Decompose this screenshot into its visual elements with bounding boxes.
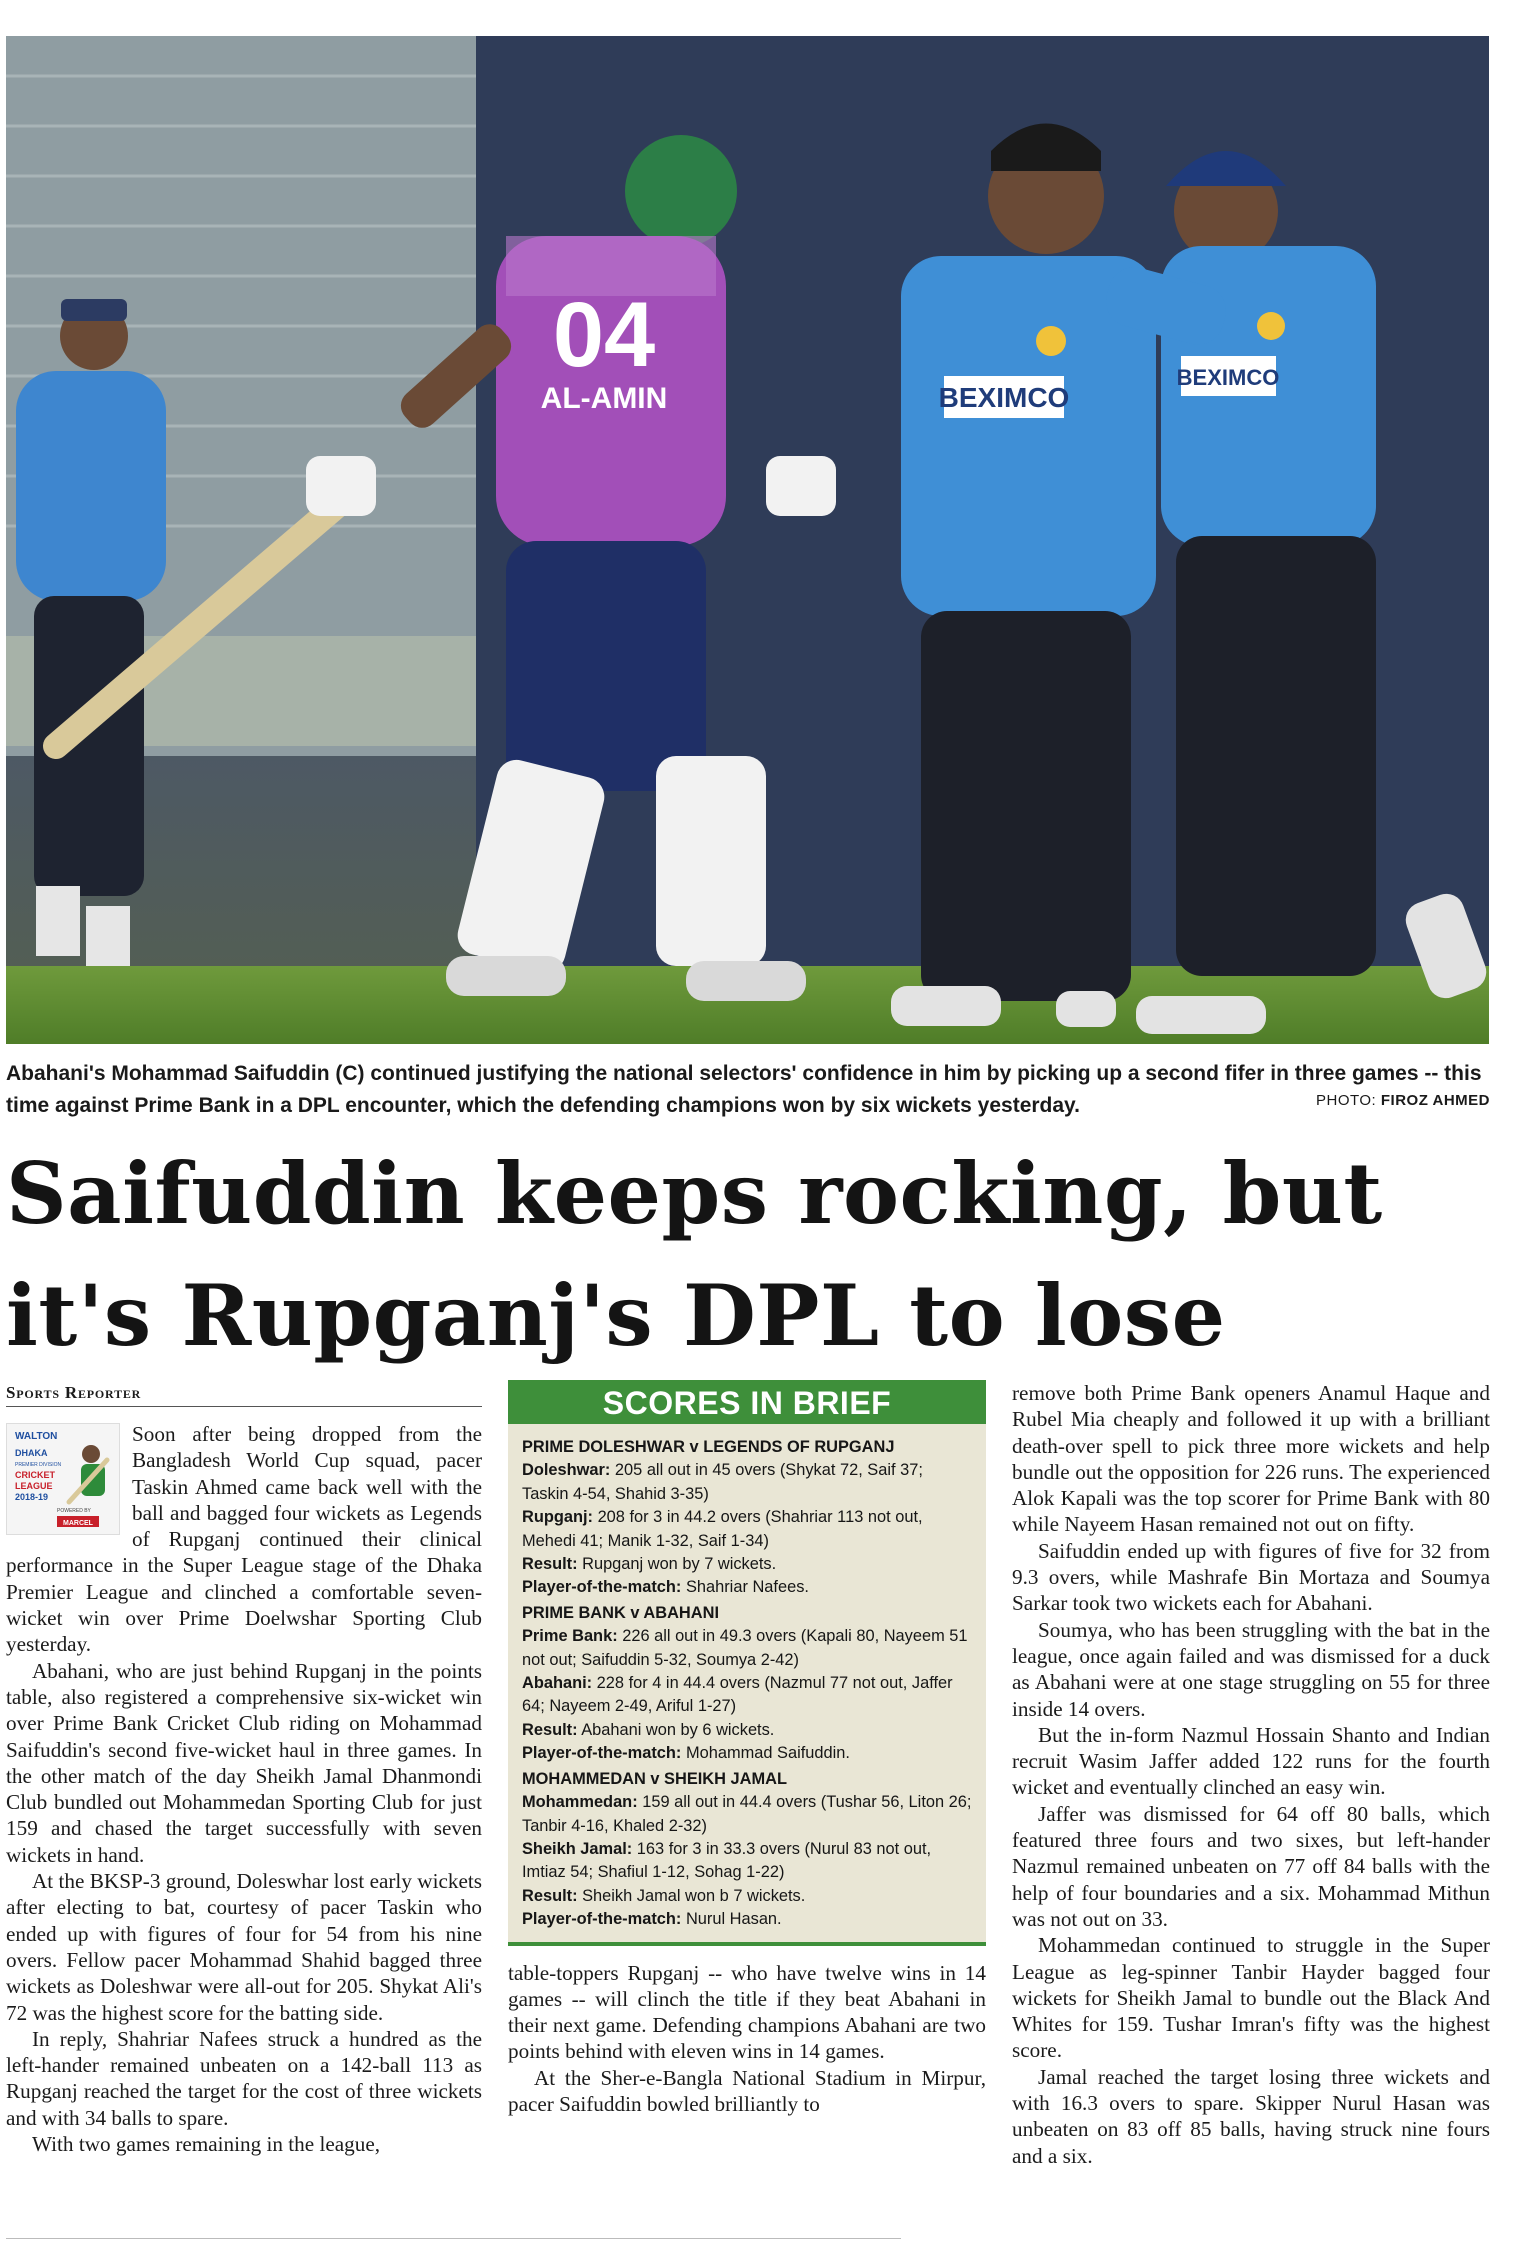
- scores-in-brief-box: [508, 1380, 986, 1946]
- score-line: [522, 1719, 972, 1742]
- score-text: 208 for 3 in 44.2 overs (Shahriar 113 not out, Mehedi 41; Manik 1-32, Saif 1-34): [522, 1508, 923, 1550]
- jersey-name: AL-AMIN: [540, 382, 668, 415]
- score-label: Result:: [522, 1886, 578, 1905]
- fielder-left: [16, 299, 166, 966]
- logo-text-7: MARCEL: [63, 1520, 93, 1527]
- score-line: [522, 1459, 972, 1506]
- league-logo-graphic: [7, 1424, 119, 1534]
- score-text: Shahriar Nafees.: [681, 1578, 809, 1597]
- score-text: 205 all out in 45 overs (Shykat 72, Saif 37; Taskin 4-54, Shahid 3-35): [522, 1461, 923, 1503]
- score-label: Player-of-the-match:: [522, 1578, 682, 1597]
- score-match-heading: MOHAMMEDAN v SHEIKH JAMAL: [522, 1769, 787, 1788]
- dhaka-premier-league-logo: [6, 1423, 120, 1535]
- jersey-number: 04: [552, 284, 656, 386]
- score-line: [522, 1672, 972, 1719]
- score-match: [522, 1768, 972, 1932]
- score-line: [522, 1553, 972, 1576]
- article-paragraph: With two games remaining in the league,: [32, 2132, 381, 2157]
- logo-text-3: CRICKET: [15, 1470, 55, 1480]
- sponsor-logo-fielder: BEXIMCO: [1176, 365, 1280, 390]
- score-match-heading: PRIME BANK v ABAHANI: [522, 1603, 719, 1622]
- score-text: 159 all out in 44.4 overs (Tushar 56, Liton 26; Tanbir 4-16, Khaled 2-32): [522, 1793, 972, 1835]
- score-label: Prime Bank:: [522, 1627, 618, 1646]
- score-line: [522, 1838, 972, 1885]
- logo-text-5: 2018-19: [15, 1492, 49, 1502]
- logo-text-2: PREMIER DIVISION: [15, 1462, 62, 1468]
- article-paragraph: At the BKSP-3 ground, Doleswhar lost early wickets after electing to bat, courtesy of pacer Taskin who ended up with figures of four for 54 from his nine overs. Fellow pacer Mohammad Shahid bagged three wickets as Doleshwar were all-out for 205. Shykat Ali's 72 was the highest score for the batting side.: [6, 1869, 482, 2025]
- score-text: Nurul Hasan.: [681, 1910, 782, 1929]
- photo-illustration: [6, 36, 1489, 1044]
- score-line: [522, 1625, 972, 1672]
- logo-text-6: POWERED BY: [57, 1508, 91, 1514]
- sponsor-logo-bowler: BEXIMCO: [938, 382, 1070, 413]
- article-paragraph: remove both Prime Bank openers Anamul Haque and Rubel Mia cheaply and followed it up with a brilliant death-over spell to pick three more wickets and help bundle out the opposition for 226 runs. The experienced Alok Kapali was the top scorer for Prime Bank with 80 while Nayeem Hasan remained not out on fifty.: [1012, 1381, 1490, 1537]
- score-line: [522, 1791, 972, 1838]
- score-label: Doleshwar:: [522, 1461, 611, 1480]
- bottom-divider: [6, 2238, 901, 2239]
- score-match-heading: PRIME DOLESHWAR v LEGENDS OF RUPGANJ: [522, 1438, 895, 1456]
- score-label: Abahani:: [522, 1674, 593, 1693]
- score-text: 163 for 3 in 33.3 overs (Nurul 83 not out, Imtiaz 54; Shafiul 1-12, Sohag 1-22): [522, 1839, 932, 1882]
- article-paragraph: Soon after being dropped from the Bangladesh World Cup squad, pacer Taskin Ahmed came back well with the ball and bagged four wickets as Legends of Rupganj continued their clinical performance in the Super League stage of the Dhaka Premier League and clinched a comfortable seven-wicket win over Prime Doelwshar Sporting Club yesterday.: [6, 1422, 482, 1657]
- article-paragraph: Soumya, who has been struggling with the bat in the league, once again failed and was dismissed for a duck as Abahani were at one stage struggling on 55 for three inside 14 overs.: [1012, 1617, 1490, 1721]
- photo-credit-name: FIROZ AHMED: [1380, 1092, 1490, 1109]
- score-line: [522, 1506, 972, 1553]
- article-paragraph: At the Sher-e-Bangla National Stadium in Mirpur, pacer Saifuddin bowled brilliantly to: [508, 2065, 986, 2117]
- score-label: Sheikh Jamal:: [522, 1839, 633, 1858]
- score-label: Result:: [522, 1720, 578, 1739]
- score-label: Result:: [522, 1555, 578, 1574]
- score-label: Rupganj:: [522, 1508, 594, 1527]
- score-text: Rupganj won by 7 wickets.: [577, 1555, 777, 1574]
- cricket-celebration-photo: [6, 36, 1489, 1044]
- scores-title: SCORES IN BRIEF: [508, 1380, 986, 1424]
- logo-text-4: LEAGUE: [15, 1481, 53, 1491]
- score-line: [522, 1885, 972, 1908]
- score-line: [522, 1742, 972, 1765]
- photo-credit: [1316, 1092, 1490, 1109]
- score-text: Sheikh Jamal won b 7 wickets.: [577, 1886, 806, 1905]
- article-paragraph: table-toppers Rupganj -- who have twelve wins in 14 games -- will clinch the title if they beat Abahani in their next game. Defending champions Abahani are two points behind with eleven wins in 14 games.: [508, 1960, 986, 2064]
- logo-batsman-icon: [82, 1445, 100, 1463]
- article-column-2: [508, 1380, 986, 2117]
- logo-text-1: DHAKA: [15, 1448, 48, 1458]
- article-paragraph: Jaffer was dismissed for 64 off 80 balls, which featured three fours and two sixes, but left-hander Nazmul remained unbeaten on 77 off 84 balls with the help of four boundaries and a six. Mohammad Mithun was not out on 33.: [1012, 1801, 1490, 1931]
- article-paragraph: Jamal reached the target losing three wickets and with 16.3 overs to spare. Skipper Nurul Hasan was unbeaten on 83 off 85 balls, having struck nine fours and a six.: [1012, 2064, 1490, 2168]
- score-line: [522, 1576, 972, 1599]
- article-paragraph: In reply, Shahriar Nafees struck a hundred as the left-hander remained unbeaten on a 142-ball 113 as Rupganj reached the target for the cost of three wickets and with 34 balls to spare.: [6, 2026, 482, 2130]
- scores-body: [508, 1424, 986, 1932]
- headline: [6, 1133, 1489, 1377]
- headline-line-2: it's Rupganj's DPL to lose: [6, 1266, 1226, 1365]
- article-paragraph: Saifuddin ended up with figures of five for 32 from 9.3 overs, while Mashrafe Bin Mortaza and Soumya Sarkar took two wickets each for Abahani.: [1012, 1538, 1490, 1616]
- byline: Sports Reporter: [6, 1380, 482, 1407]
- article-paragraph: But the in-form Nazmul Hossain Shanto and Indian recruit Wasim Jaffer added 122 runs for the fourth wicket and eventually clinched an easy win.: [1012, 1722, 1490, 1800]
- score-text: 226 all out in 49.3 overs (Kapali 80, Nayeem 51 not out; Saifuddin 5-32, Soumya 2-42): [522, 1627, 968, 1669]
- article-column-1: [6, 1380, 482, 2157]
- bowler-figure: [891, 124, 1156, 1028]
- score-text: 228 for 4 in 44.4 overs (Nazmul 77 not out, Jaffer 64; Nayeem 2-49, Ariful 1-27): [522, 1674, 953, 1716]
- photo-credit-label: PHOTO:: [1315, 1092, 1381, 1109]
- photo-caption: Abahani's Mohammad Saifuddin (C) continued justifying the national selectors' confidence in him by picking up a second fifer in three games -- this time against Prime Bank in a DPL encounter, which the defending champions won by six wickets yesterday.: [6, 1062, 1482, 1117]
- logo-brand: WALTON: [15, 1431, 58, 1442]
- score-label: Mohammedan:: [522, 1793, 638, 1812]
- score-text: Mohammad Saifuddin.: [681, 1744, 850, 1763]
- score-label: Player-of-the-match:: [522, 1910, 682, 1929]
- score-line: [522, 1908, 972, 1931]
- article-paragraph: Mohammedan continued to struggle in the Super League as leg-spinner Tanbir Hayder bagged four wickets for Sheikh Jamal to bundle out the Black And Whites for 159. Tushar Imran's fifty was the highest score.: [1012, 1933, 1490, 2063]
- score-text: Abahani won by 6 wickets.: [577, 1720, 775, 1739]
- headline-line-1: Saifuddin keeps rocking, but: [6, 1144, 1383, 1243]
- score-match: [522, 1602, 972, 1766]
- score-match: [522, 1436, 972, 1600]
- article-column-3: [1012, 1380, 1490, 2169]
- score-label: Player-of-the-match:: [522, 1744, 682, 1763]
- article-paragraph: Abahani, who are just behind Rupganj in the points table, also registered a comprehensive six-wicket win over Prime Bank Cricket Club riding on Mohammad Saifuddin's second five-wicket haul in three games. In the other match of the day Sheikh Jamal Dhanmondi Club bundled out Mohammedan Sporting Club for just 159 and chased the target successfully with seven wickets in hand.: [6, 1658, 482, 1867]
